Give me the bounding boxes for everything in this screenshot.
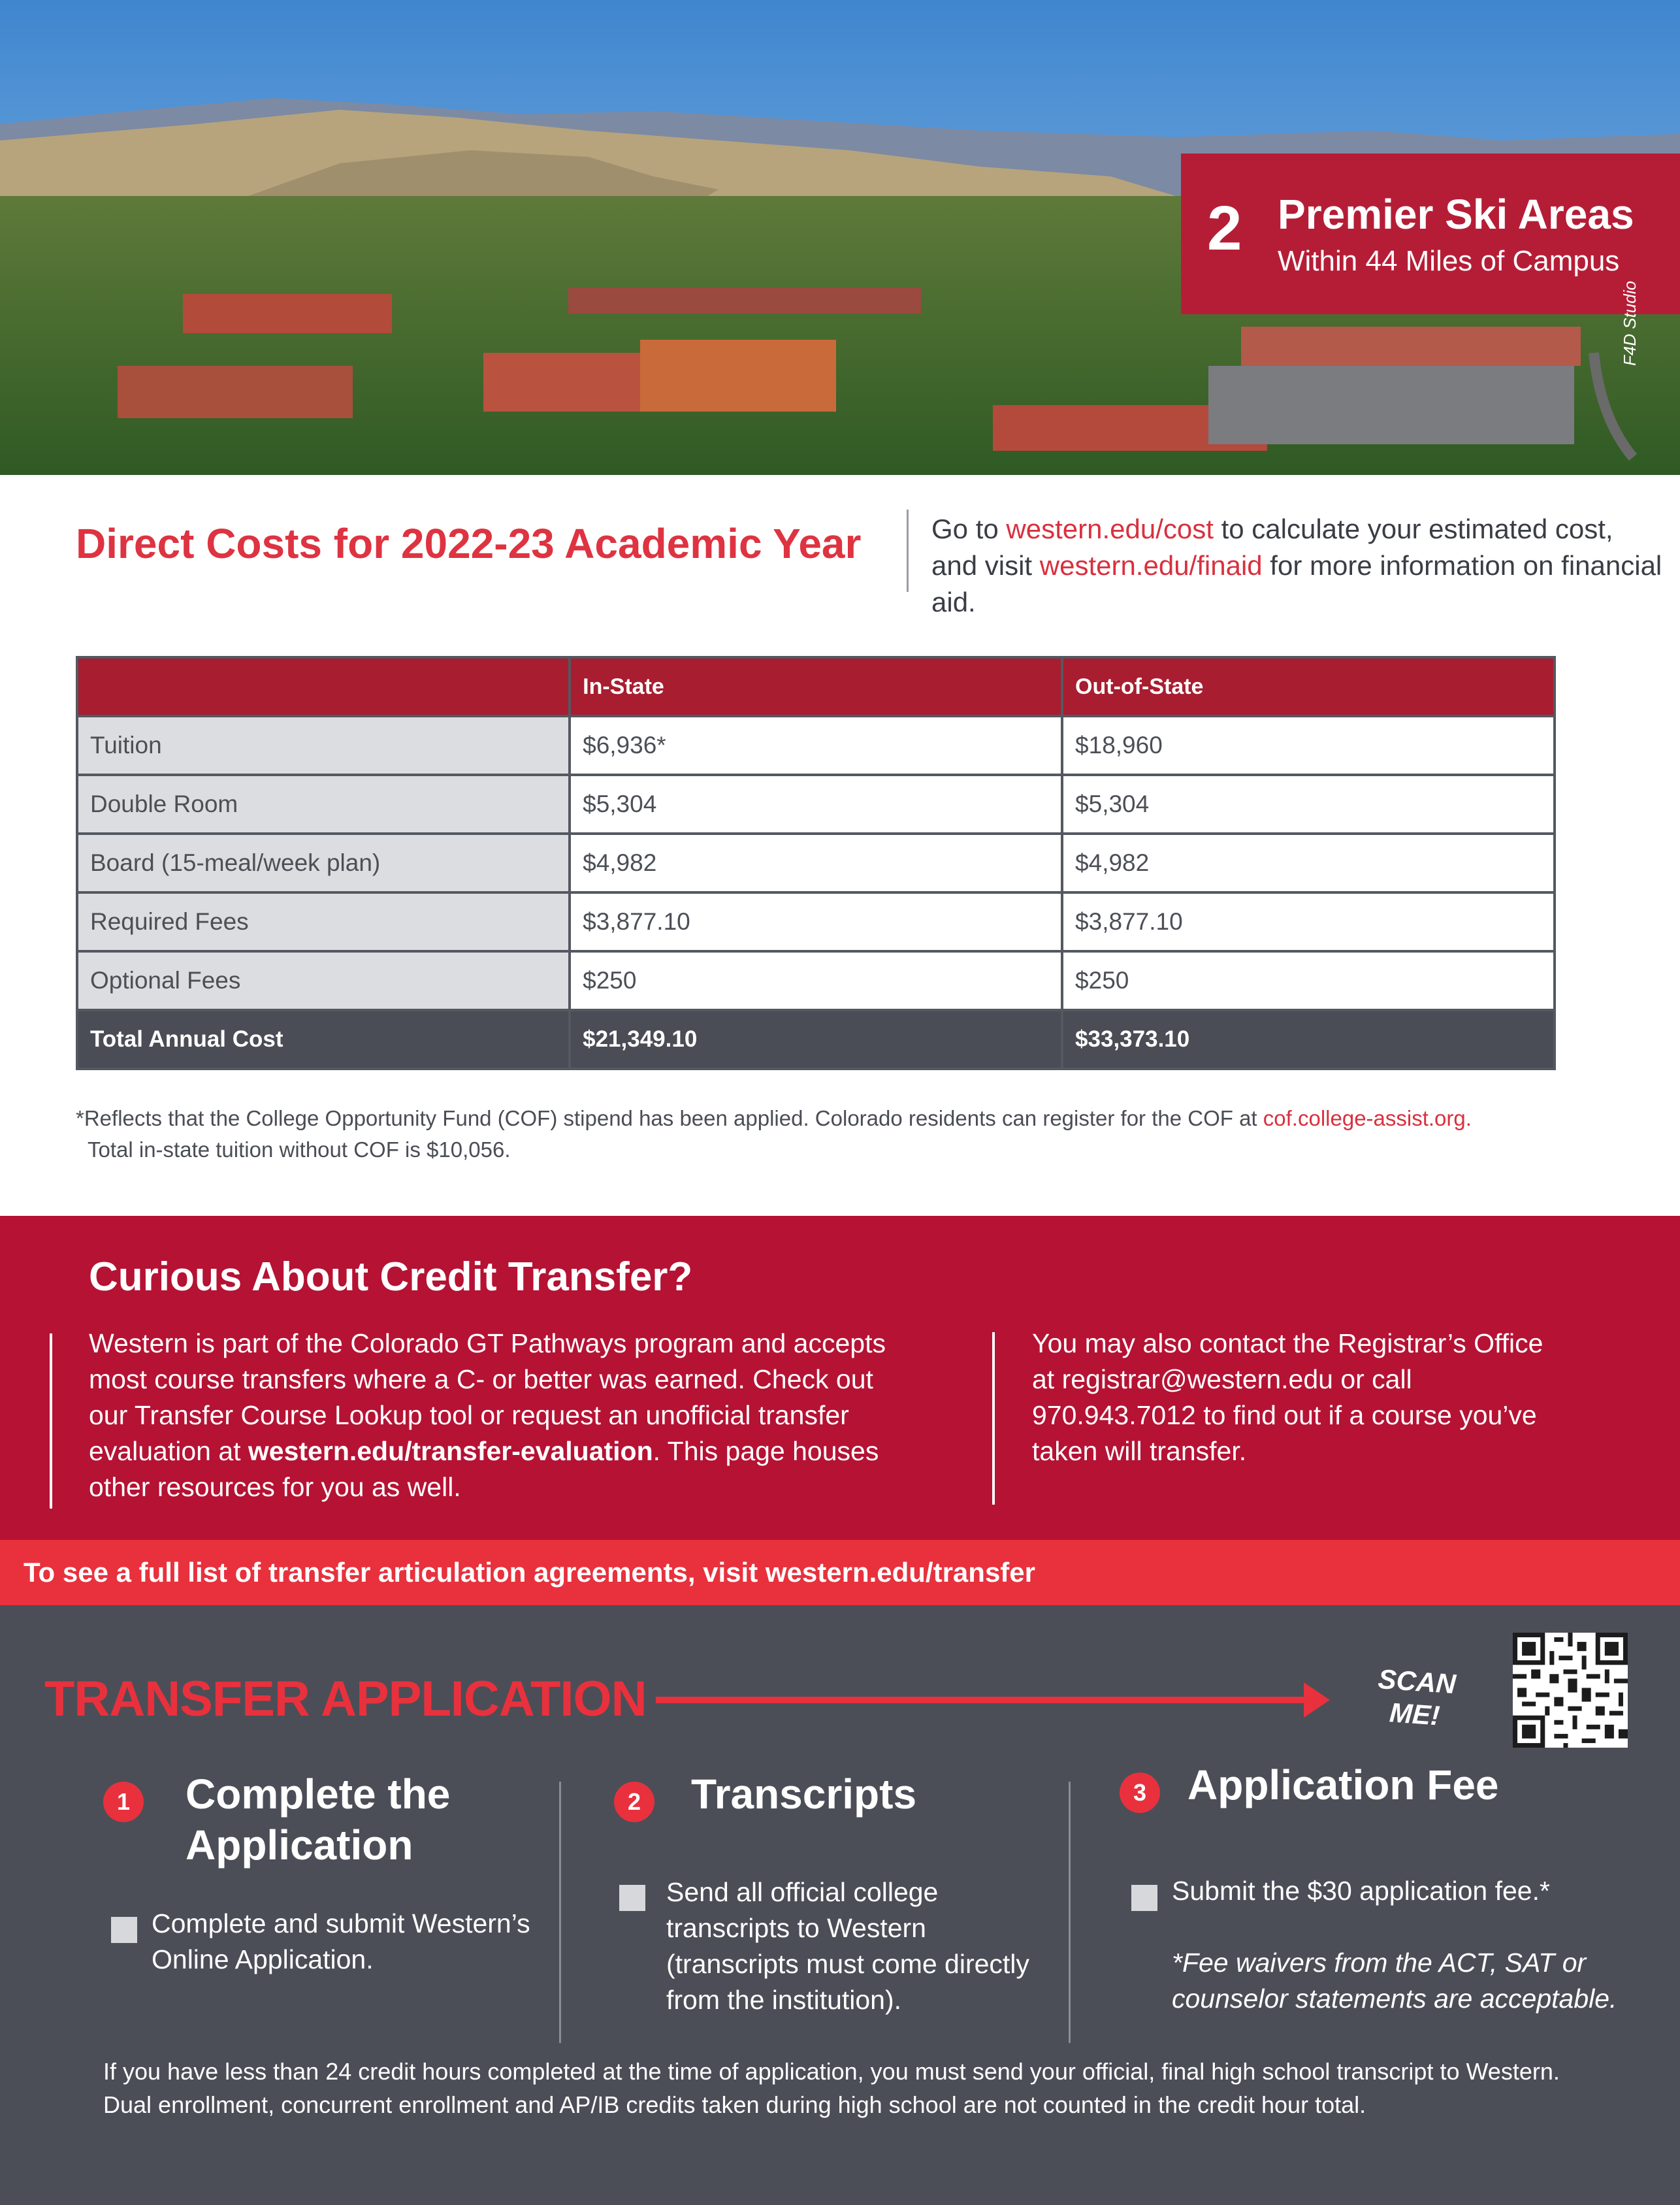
- arrow-right-icon: [656, 1697, 1313, 1703]
- credit-transfer-right-text: You may also contact the Registrar’s Office at registrar@western.edu or call 970.943.7012 to find out if a course you’ve taken will transfer.: [1032, 1328, 1543, 1466]
- step-3-text: Submit the $30 application fee.*: [1172, 1876, 1550, 1906]
- cost-calculator-link[interactable]: western.edu/cost: [1006, 514, 1214, 544]
- intro-text-3: for more information on financial aid.: [931, 550, 1662, 617]
- step-1-checkbox[interactable]: [111, 1917, 137, 1943]
- step-3-badge: 3: [1120, 1772, 1160, 1813]
- costs-intro: [931, 511, 1663, 621]
- step-2-checkbox[interactable]: [619, 1885, 645, 1911]
- footnote-text: *Reflects that the College Opportunity Fund (COF) stipend has been applied. Colorado residents can register for the COF at: [76, 1106, 1263, 1130]
- step-3-title: Application Fee: [1187, 1761, 1499, 1808]
- scan-me-label: [1375, 1663, 1457, 1733]
- ski-areas-subtitle: Within 44 Miles of Campus: [1278, 245, 1620, 277]
- out-of-state-value: $5,304: [1062, 775, 1555, 834]
- row-label: Tuition: [77, 716, 570, 775]
- row-label: Board (15-meal/week plan): [77, 834, 570, 892]
- table-header-in-state: In-State: [570, 657, 1062, 716]
- step-1-text: Complete and submit Western’s Online Application.: [152, 1908, 530, 1974]
- out-of-state-value: $18,960: [1062, 716, 1555, 775]
- in-state-value: $3,877.10: [570, 892, 1062, 951]
- ski-areas-callout: [1181, 154, 1680, 314]
- credit-transfer-title: Curious About Credit Transfer?: [89, 1254, 693, 1299]
- credit-transfer-section: [0, 1216, 1680, 1540]
- out-of-state-value: $250: [1062, 951, 1555, 1010]
- arrow-head-icon: [1304, 1682, 1330, 1718]
- left-text-a: Western is part of the Colorado GT Pathways program and accepts most course transfers where a C- or better was earned. Check out our Transfer Course Lookup tool or request an unofficial transfer evaluation at: [89, 1328, 886, 1466]
- financial-aid-link[interactable]: western.edu/finaid: [1039, 550, 1263, 581]
- intro-text-2: to calculate your estimated cost, and visit: [931, 514, 1613, 581]
- step-1-badge: 1: [103, 1782, 144, 1822]
- cost-table: [76, 656, 1556, 1070]
- ski-areas-title: Premier Ski Areas: [1278, 191, 1634, 238]
- out-of-state-value: $4,982: [1062, 834, 1555, 892]
- transfer-application-title: TRANSFER APPLICATION: [44, 1671, 647, 1727]
- right-accent-bar: [992, 1332, 995, 1505]
- articulation-banner: [0, 1540, 1680, 1605]
- column-divider: [559, 1782, 561, 2043]
- transfer-application-section: [0, 1605, 1680, 2205]
- total-row: [77, 1010, 1555, 1069]
- photo-credit: F4D Studio: [1620, 280, 1640, 366]
- out-of-state-value: $3,877.10: [1062, 892, 1555, 951]
- footnote-line-1: [76, 1103, 1578, 1134]
- scan-line-2: ME!: [1388, 1697, 1441, 1731]
- intro-text-1: Go to: [931, 514, 1007, 544]
- ski-area-count: 2: [1207, 193, 1242, 263]
- costs-divider: [907, 510, 909, 592]
- total-in-state: $21,349.10: [570, 1010, 1062, 1069]
- footnote-line-2: Total in-state tuition without COF is $10,056.: [88, 1137, 511, 1162]
- table-header-row: [77, 657, 1555, 716]
- in-state-value: $6,936*: [570, 716, 1062, 775]
- scan-line-1: SCAN: [1377, 1663, 1457, 1700]
- cof-link[interactable]: cof.college-assist.org.: [1263, 1106, 1472, 1130]
- in-state-value: $4,982: [570, 834, 1062, 892]
- total-label: Total Annual Cost: [77, 1010, 570, 1069]
- articulation-banner-text[interactable]: To see a full list of transfer articulation agreements, visit western.edu/transfer: [24, 1557, 1035, 1588]
- in-state-value: $5,304: [570, 775, 1062, 834]
- step-3-checkbox[interactable]: [1131, 1885, 1157, 1911]
- qr-code-icon[interactable]: [1511, 1633, 1629, 1748]
- table-header-out-of-state: Out-of-State: [1062, 657, 1555, 716]
- row-label: Double Room: [77, 775, 570, 834]
- step-1-title: [186, 1769, 450, 1870]
- table-header-empty: [77, 657, 570, 716]
- step-2-badge: 2: [614, 1782, 654, 1822]
- column-divider: [1069, 1782, 1071, 2043]
- left-text-b: . This page houses other resources for you as well.: [89, 1436, 879, 1502]
- table-row: [77, 892, 1555, 951]
- credit-transfer-left-text: [89, 1326, 912, 1505]
- step-1-title-line-2: Application: [186, 1821, 413, 1869]
- row-label: Optional Fees: [77, 951, 570, 1010]
- step-2-text: Send all official college transcripts to Western (transcripts must come directly from the institution).: [666, 1877, 1029, 2015]
- transfer-evaluation-link[interactable]: western.edu/transfer-evaluation: [248, 1436, 653, 1466]
- step-2-title: Transcripts: [691, 1771, 917, 1818]
- table-row: [77, 716, 1555, 775]
- application-bottom-note: If you have less than 24 credit hours completed at the time of application, you must send your official, final high school transcript to Western. Dual enrollment, concurrent enrollment and AP/IB credits taken during high school are not counted in the credit hour total.: [103, 2058, 1560, 2118]
- in-state-value: $250: [570, 951, 1062, 1010]
- total-out-of-state: $33,373.10: [1062, 1010, 1555, 1069]
- table-row: [77, 951, 1555, 1010]
- left-accent-bar: [50, 1333, 52, 1509]
- fee-waiver-note: *Fee waivers from the ACT, SAT or counselor statements are acceptable.: [1172, 1948, 1617, 2014]
- step-1-title-line-1: Complete the: [186, 1771, 451, 1818]
- table-row: [77, 834, 1555, 892]
- table-row: [77, 775, 1555, 834]
- costs-title: Direct Costs for 2022-23 Academic Year: [76, 520, 862, 567]
- cost-footnote: [76, 1103, 1578, 1166]
- row-label: Required Fees: [77, 892, 570, 951]
